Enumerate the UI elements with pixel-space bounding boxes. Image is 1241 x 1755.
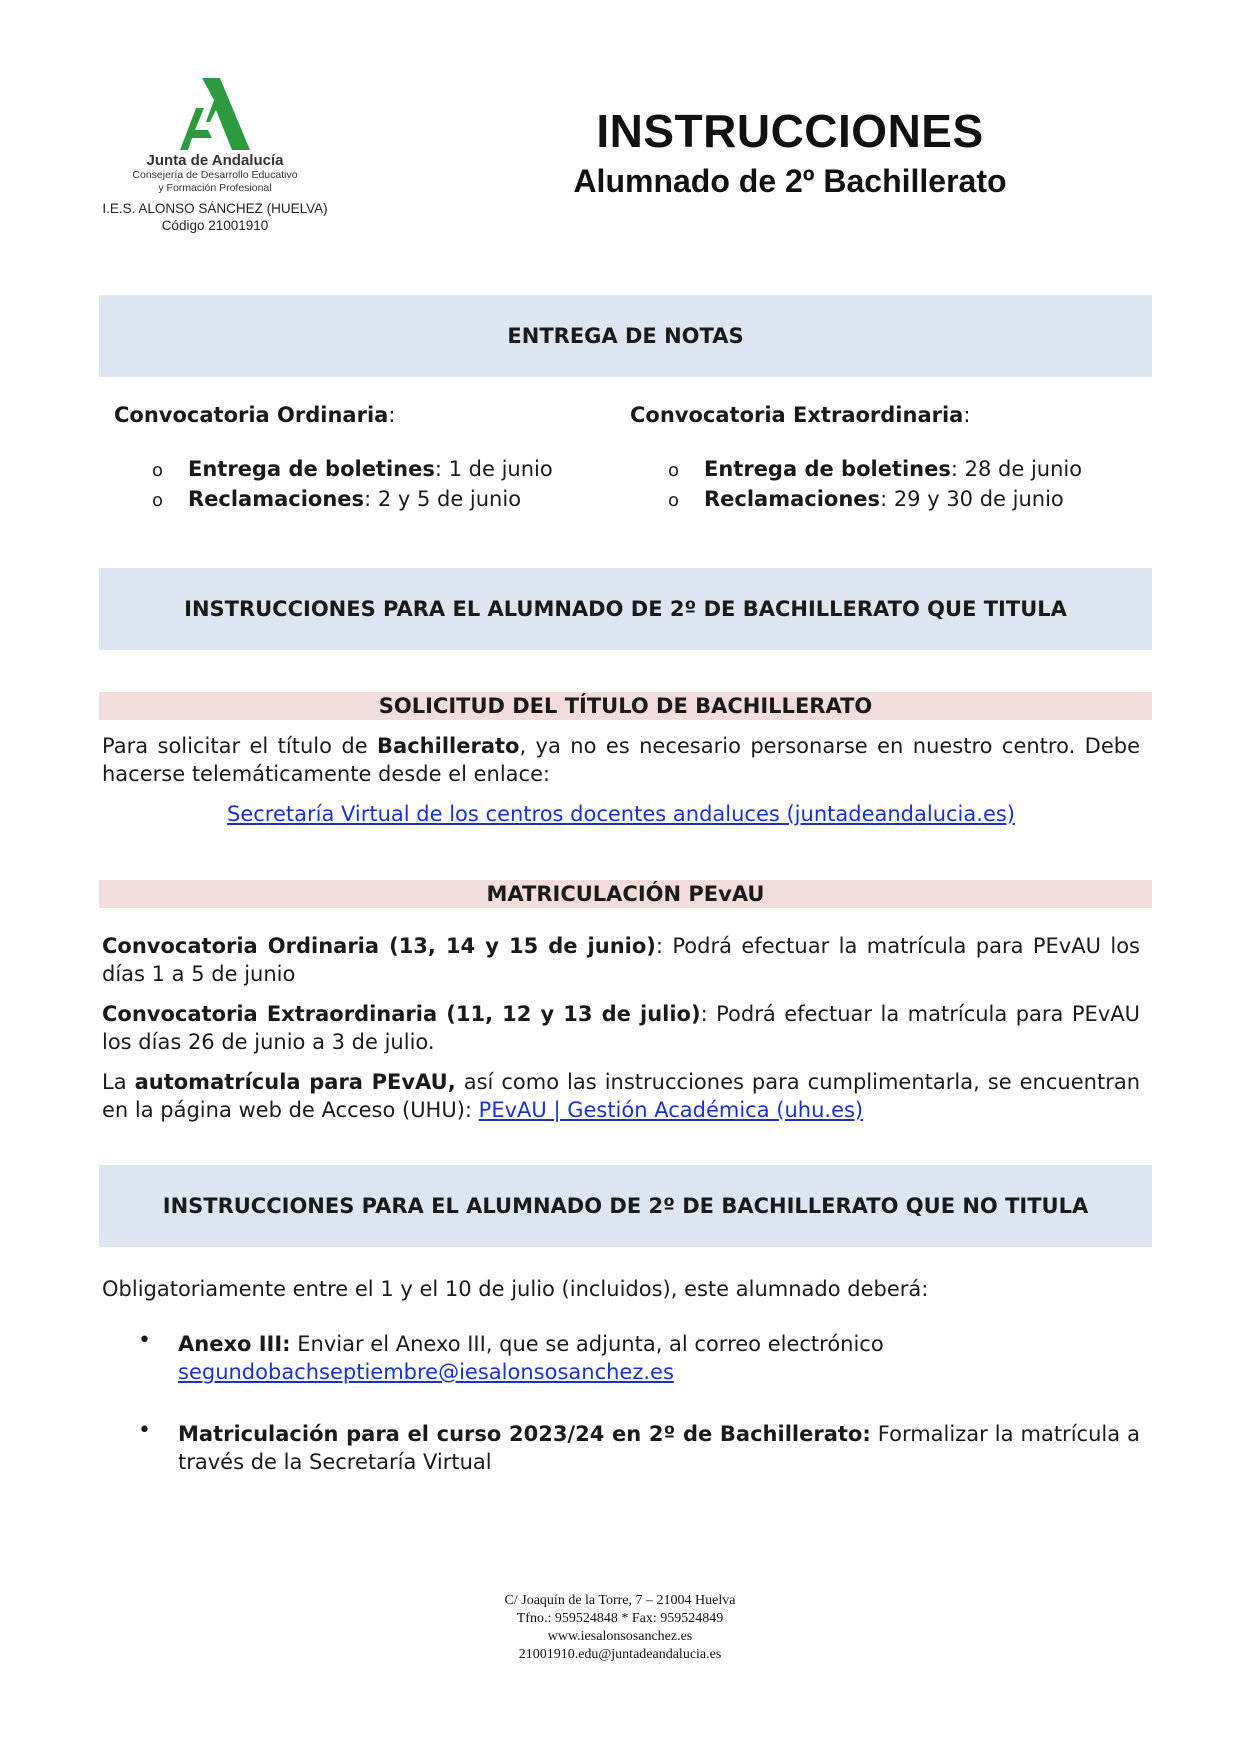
page-subtitle: Alumnado de 2º Bachillerato	[573, 163, 1007, 199]
anexo-text: Enviar el Anexo III, que se adjunta, al correo electrónico	[290, 1332, 884, 1356]
no-titula-item-1	[178, 1330, 1140, 1386]
bullet-icon: •	[138, 1328, 151, 1353]
solicitud-heading: SOLICITUD DEL TÍTULO DE BACHILLERATO	[378, 694, 873, 718]
solicitud-heading-band	[99, 692, 1152, 720]
pevau-p3-a: La	[102, 1070, 135, 1094]
notas-heading-band	[99, 295, 1152, 377]
item-label: Entrega de boletines	[704, 457, 951, 481]
list-item	[152, 455, 553, 485]
footer-email: 21001910.edu@juntadeandalucia.es	[518, 1647, 722, 1662]
no-titula-heading: INSTRUCCIONES PARA EL ALUMNADO DE 2º DE BACHILLERATO QUE NO TITULA	[162, 1194, 1089, 1218]
pevau-extraordinaria-text: : Podrá efectuar la matrícula para PEvAU los días 26 de junio a 3 de julio.	[102, 1002, 1140, 1054]
page-title: INSTRUCCIONES	[596, 105, 984, 157]
footer-web: www.iesalonsosanchez.es	[547, 1629, 693, 1644]
pevau-heading-band	[99, 880, 1152, 908]
matriculacion-text: Formalizar la matrícula a través de la Secretaría Virtual	[178, 1422, 1140, 1474]
titula-heading: INSTRUCCIONES PARA EL ALUMNADO DE 2º DE BACHILLERATO QUE TITULA	[184, 597, 1067, 621]
anexo-label: Anexo III:	[178, 1332, 291, 1356]
item-value: : 28 de junio	[950, 457, 1083, 481]
pevau-extraordinaria-bold: Convocatoria Extraordinaria (11, 12 y 13 de julio)	[102, 1002, 701, 1026]
footer-address: C/ Joaquín de la Torre, 7 – 21004 Huelva	[504, 1593, 736, 1608]
no-titula-intro: Obligatoriamente entre el 1 y el 10 de julio (incluidos), este alumnado deberá:	[102, 1277, 929, 1301]
extraordinaria-label: Convocatoria Extraordinaria	[630, 403, 964, 427]
item-label: Reclamaciones	[704, 487, 881, 511]
bullet-icon: •	[138, 1418, 151, 1443]
footer-phones: Tfno.: 959524848 * Fax: 959524849	[516, 1611, 724, 1626]
junta-andalucia-logo	[180, 78, 250, 150]
bullet-icon: o	[152, 490, 164, 511]
ordinaria-heading	[114, 403, 395, 427]
item-value: : 29 y 30 de junio	[880, 487, 1064, 511]
ordinaria-label: Convocatoria Ordinaria	[114, 403, 389, 427]
no-titula-heading-band	[99, 1165, 1152, 1247]
bullet-icon: o	[668, 490, 680, 511]
extraordinaria-colon: :	[963, 403, 971, 427]
extraordinaria-heading	[630, 403, 970, 427]
solicitud-text-c: , ya no es necesario personarse en nuestro centro. Debe hacerse telemáticamente desde el enlace:	[102, 734, 1140, 786]
item-label: Reclamaciones	[188, 487, 365, 511]
pevau-ordinaria-bold: Convocatoria Ordinaria (13, 14 y 15 de junio)	[102, 934, 656, 958]
list-item	[668, 485, 1082, 515]
pevau-heading: MATRICULACIÓN PEvAU	[486, 882, 765, 906]
notas-heading: ENTREGA DE NOTAS	[507, 324, 744, 348]
org-subtitle-1: Consejería de Desarrollo Educativo	[132, 169, 298, 181]
pevau-paragraph-2	[102, 1000, 1140, 1056]
logo-block	[80, 78, 350, 234]
solicitud-text-b: Bachillerato	[377, 734, 520, 758]
bullet-icon: o	[152, 460, 164, 481]
footer	[400, 1592, 840, 1664]
extraordinaria-list	[668, 455, 1082, 515]
pevau-p3-c: así como las instrucciones para cumplimentarla, se encuentran en la página web de Acceso (UHU):	[102, 1070, 1140, 1122]
pevau-uhu-link[interactable]: PEvAU | Gestión Académica (uhu.es)	[478, 1098, 864, 1122]
titula-heading-band	[99, 568, 1152, 650]
solicitud-text-a: Para solicitar el título de	[102, 734, 378, 758]
no-titula-item-2	[178, 1420, 1140, 1476]
ordinaria-list	[152, 455, 553, 515]
list-item	[152, 485, 553, 515]
bullet-icon: o	[668, 460, 680, 481]
school-name: I.E.S. ALONSO SÁNCHEZ (HUELVA)	[102, 201, 328, 216]
item-label: Entrega de boletines	[188, 457, 435, 481]
pevau-ordinaria-text: : Podrá efectuar la matrícula para PEvAU los días 1 a 5 de junio	[102, 934, 1140, 986]
secretaria-link-row	[102, 800, 1140, 828]
solicitud-paragraph	[102, 732, 1140, 788]
matriculacion-label: Matriculación para el curso 2023/24 en 2º de Bachillerato:	[178, 1422, 871, 1446]
item-value: : 1 de junio	[434, 457, 553, 481]
secretaria-virtual-link[interactable]: Secretaría Virtual de los centros docentes andaluces (juntadeandalucia.es)	[227, 802, 1015, 826]
org-name: Junta de Andalucía	[146, 152, 284, 169]
org-subtitle-2: y Formación Profesional	[158, 182, 272, 194]
email-link[interactable]: segundobachseptiembre@iesalonsosanchez.es	[178, 1360, 674, 1384]
school-code: Código 21001910	[161, 218, 269, 233]
pevau-paragraph-3	[102, 1068, 1140, 1124]
ordinaria-colon: :	[388, 403, 396, 427]
pevau-p3-b: automatrícula para PEvAU,	[134, 1070, 456, 1094]
item-value: : 2 y 5 de junio	[364, 487, 522, 511]
pevau-paragraph-1	[102, 932, 1140, 988]
list-item	[668, 455, 1082, 485]
